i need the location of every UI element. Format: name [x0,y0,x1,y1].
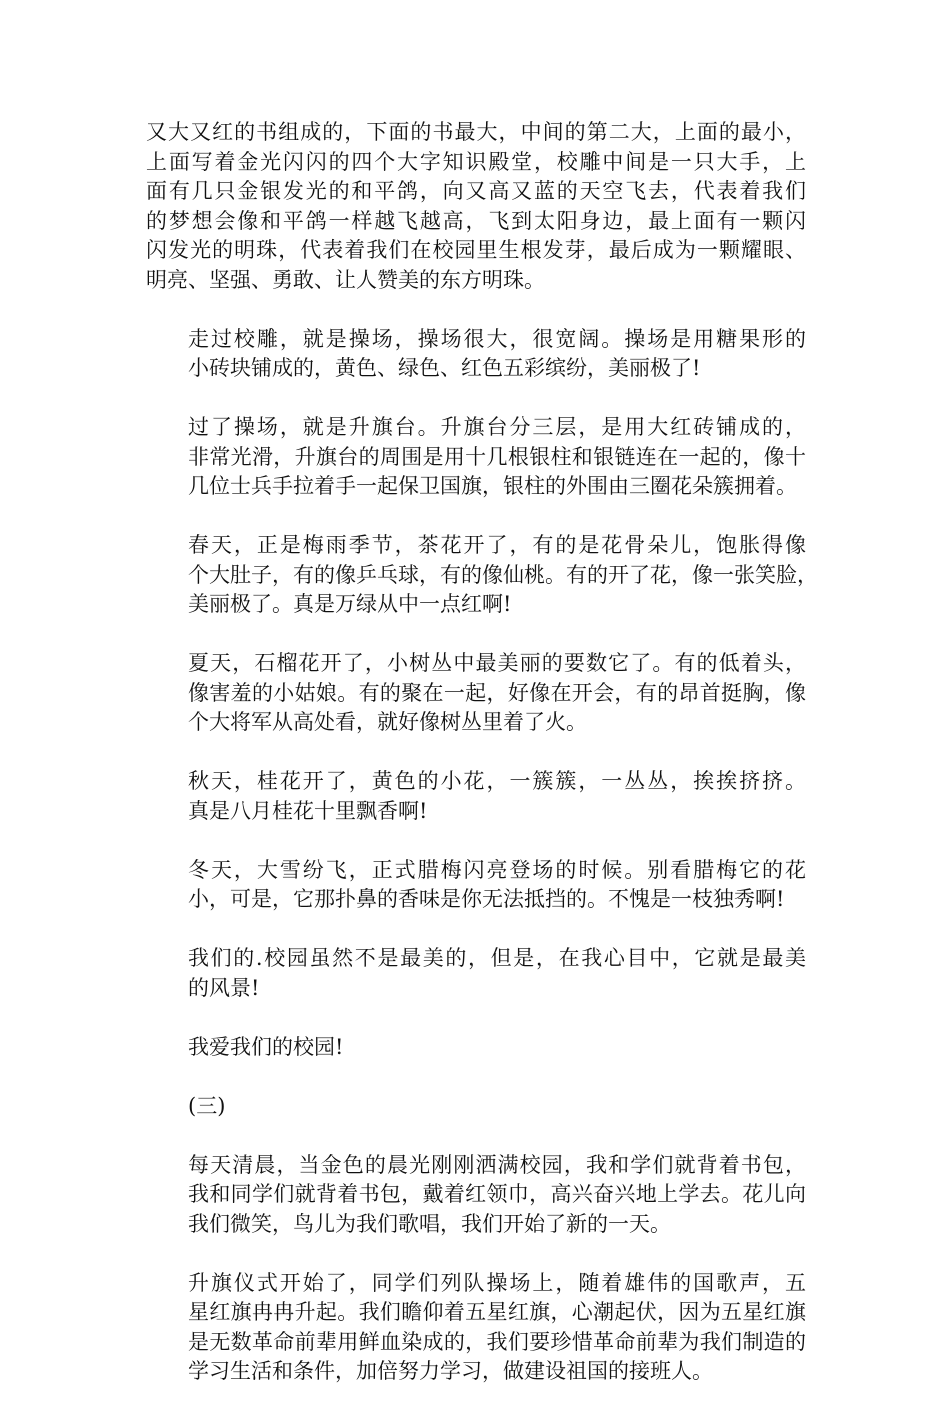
paragraph [146,1269,806,1387]
text-line: 星红旗冉冉升起。我们瞻仰着五星红旗，心潮起伏，因为五星红旗 [188,1300,806,1324]
text-line: (三) [188,1093,226,1118]
text-line: 小，可是，它那扑鼻的香味是你无法抵挡的。不愧是一枝独秀啊! [188,887,785,911]
paragraph [146,413,806,502]
text-line: 闪发光的明珠，代表着我们在校园里生根发芽，最后成为一颗耀眼、 [146,238,806,262]
text-line: 明亮、坚强、勇敢、让人赞美的东方明珠。 [146,267,545,292]
text-line: 面有几只金银发光的和平鸽，向又高又蓝的天空飞去，代表着我们 [146,179,806,203]
document-page [146,118,818,1416]
text-line: 几位士兵手拉着手一起保卫国旗，银柱的外围由三圈花朵簇拥着。 [188,474,797,498]
text-line: 学习生活和条件，加倍努力学习，做建设祖国的接班人。 [188,1359,713,1383]
paragraph [146,649,806,738]
text-line: 非常光滑，升旗台的周围是用十几根银柱和银链连在一起的，像十 [188,444,806,469]
text-line: 我和同学们就背着书包，戴着红领巾，高兴奋兴地上学去。花儿向 [188,1182,806,1206]
paragraph [146,1033,806,1063]
paragraph [146,856,806,915]
text-line: 春天，正是梅雨季节，茶花开了，有的是花骨朵儿，饱胀得像 [188,533,806,557]
text-line: 像害羞的小姑娘。有的聚在一起，好像在开会，有的昂首挺胸，像 [188,680,806,705]
text-line: 升旗仪式开始了，同学们列队操场上，随着雄伟的国歌声，五 [188,1270,806,1295]
paragraph [146,767,806,826]
text-line: 夏天，石榴花开了，小树丛中最美丽的要数它了。有的低着头， [188,651,806,675]
text-line: 的风景! [188,975,260,1000]
text-line: 个大肚子，有的像乒乓球，有的像仙桃。有的开了花，像一张笑脸， [188,562,818,587]
text-line: 走过校雕，就是操场，操场很大，很宽阔。操场是用糖果形的 [188,326,806,351]
text-line: 过了操场，就是升旗台。升旗台分三层，是用大红砖铺成的， [188,415,806,439]
text-line: 是无数革命前辈用鲜血染成的，我们要珍惜革命前辈为我们制造的 [188,1329,806,1354]
paragraph [146,1092,806,1122]
paragraph [146,531,818,620]
text-line: 的梦想会像和平鸽一样越飞越高，飞到太阳身边，最上面有一颗闪 [146,208,806,233]
text-line: 我爱我们的校园! [188,1034,344,1059]
text-line: 上面写着金光闪闪的四个大字知识殿堂，校雕中间是一只大手，上 [146,149,806,174]
text-line: 每天清晨，当金色的晨光刚刚洒满校园，我和学们就背着书包， [188,1152,806,1177]
text-line: 又大又红的书组成的，下面的书最大，中间的第二大，上面的最小， [146,120,806,144]
text-line: 小砖块铺成的，黄色、绿色、红色五彩缤纷，美丽极了! [188,356,701,380]
text-line: 美丽极了。真是万绿从中一点红啊! [188,592,512,616]
paragraph [146,118,806,295]
text-line: 秋天，桂花开了，黄色的小花，一簇簇，一丛丛，挨挨挤挤。 [188,769,806,793]
text-line: 我们的.校园虽然不是最美的，但是，在我心目中，它就是最美 [188,946,806,970]
text-line: 真是八月桂花十里飘香啊! [188,798,428,823]
paragraph [146,325,806,384]
text-line: 我们微笑，鸟儿为我们歌唱，我们开始了新的一天。 [188,1211,671,1236]
text-line: 个大将军从高处看，就好像树丛里着了火。 [188,710,587,734]
paragraph [146,1151,806,1240]
text-line: 冬天，大雪纷飞，正式腊梅闪亮登场的时候。别看腊梅它的花 [188,857,806,882]
paragraph [146,944,806,1003]
